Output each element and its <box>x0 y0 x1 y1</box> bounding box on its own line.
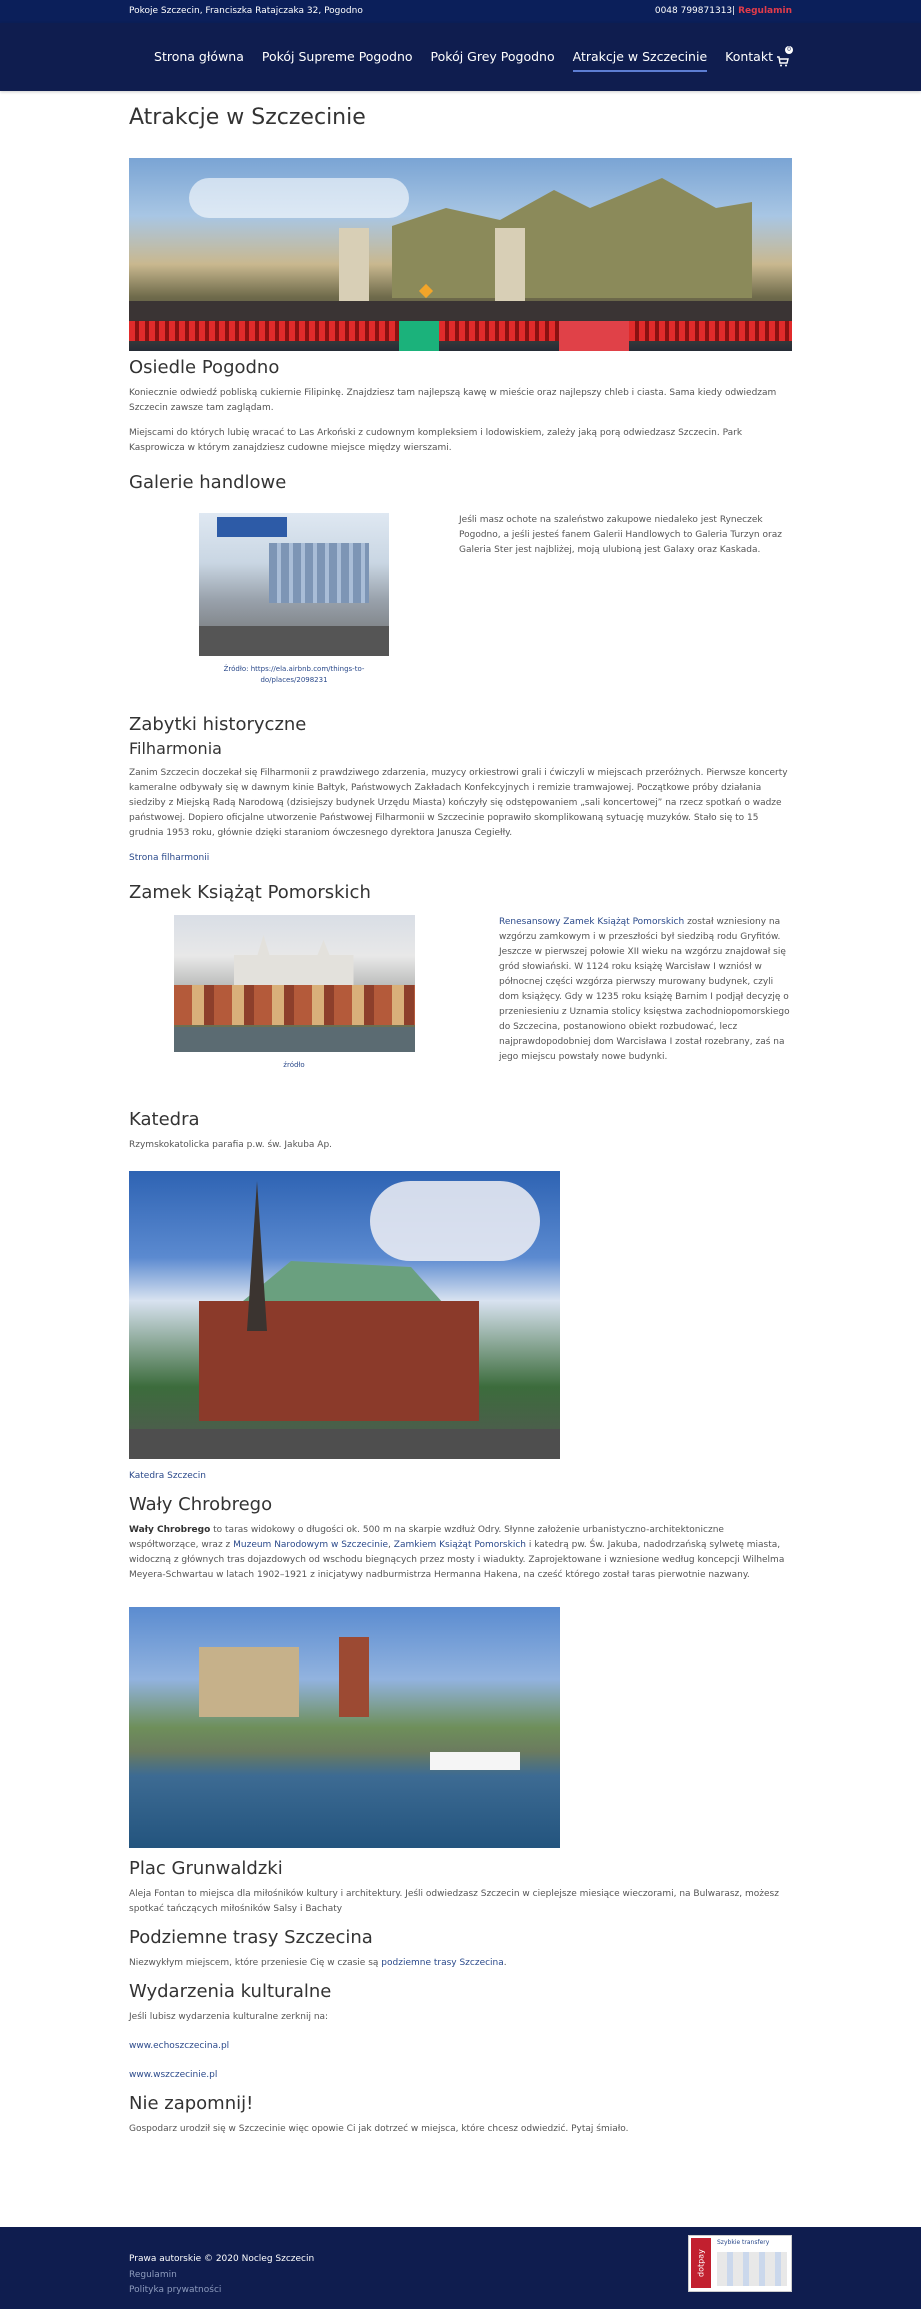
main-content <box>129 105 792 2137</box>
nav-item-supreme[interactable]: Pokój Supreme Pogodno <box>261 49 413 64</box>
pogodno-paragraph-2: Miejscami do których lubię wracać to Las Arkoński z cudownym kompleksiem i lodowiskiem, zależy jaką porą odwiedzasz Szczecin. Park Kasprowicza w którym zanajdziesz cudowne miejsce między wierszami. <box>129 428 743 453</box>
filharmonia-link[interactable]: Strona filharmonii <box>129 853 210 863</box>
zamek-link[interactable]: Renesansowy Zamek Książąt Pomorskich <box>499 917 685 927</box>
katedra-caption-link[interactable]: Katedra Szczecin <box>129 1471 206 1481</box>
katedra-text: Rzymskokatolicka parafia p.w. św. Jakuba Ap. <box>129 1140 333 1150</box>
section-title-katedra: Katedra <box>129 1109 200 1130</box>
section-title-galerie: Galerie handlowe <box>129 472 287 493</box>
section-title-podziemne: Podziemne trasy Szczecina <box>129 1927 373 1948</box>
contact-info <box>655 6 792 16</box>
phone-text: 0048 799871313 <box>654 6 733 16</box>
section-title-waly: Wały Chrobrego <box>129 1494 273 1515</box>
hero-image <box>129 158 792 351</box>
zamek-image-col <box>129 915 459 1075</box>
nie-text: Gospodarz urodził się w Szczecinie więc opowie Ci jak dotrzeć w miejsca, które chcesz odwiedzić. Pytaj śmiało. <box>129 2124 629 2134</box>
footer-privacy-link[interactable]: Polityka prywatności <box>129 2285 222 2295</box>
nav-item-grey[interactable]: Pokój Grey Pogodno <box>430 49 555 64</box>
waly-text: Wały Chrobrego to taras widokowy o długości ok. 500 m na skarpie wzdłuż Odry. Słynne założenie urbanistyczno-architektoniczne współtworzące, wraz z Muzeum Narodowym w Szczecinie, Zamkiem Książąt Pomorskich i katedrą pw. Św. Jakuba, nadodrzańską sylwetę miasta, widoczną z głównych tras dojazdowych od wschodu biegnących przez mosty i wiadukty. Zaprojektowane i wzniesione według koncepcji Wilhelma Meyera-Schwartau w latach 1902–1921 z inicjatywy nadburmistrza Hermanna Hakena, na cześć którego został taras pierwotnie nazwany. <box>129 1525 785 1580</box>
nav-item-attractions[interactable]: Atrakcje w Szczecinie <box>573 49 708 72</box>
zamek-row <box>129 915 792 1075</box>
echoszczecina-link[interactable]: www.echoszczecina.pl <box>129 2041 230 2051</box>
subsection-title-filharmonia: Filharmonia <box>129 739 222 758</box>
filharmonia-text: Zanim Szczecin doczekał się Filharmonii z prawdziwego zdarzenia, muzycy orkiestrowi grali i ćwiczyli w miejscach przeróżnych. Pierwsze koncerty kameralne odbywały się w dawnym kinie Bałtyk, Państwowych Zakładach Konfekcyjnych i remizie tramwajowej. Początkowe próby działania siedziby z Miejską Radą Narodową (dzisiejszy budynek Urzędu Miasta) kończyły się odstępowaniem „sali koncertowej” na rzecz spotkań o wadze państwowej. Dopiero oficjalne utworzenie Państwowej Filharmonii w Szczecinie poprawiło skomplikowaną sytuację muzyków. Stało się to 15 grudnia 1953 roku, głównie dzięki staraniom ówczesnego dyrektora Janusza Cegiełły. <box>129 768 788 838</box>
zamek-inline-link[interactable]: Zamkiem Książąt Pomorskich <box>393 1540 526 1550</box>
cart-count-badge: 0 <box>785 46 793 54</box>
galerie-text: Jeśli masz ochote na szaleństwo zakupowe niedaleko jest Ryneczek Pogodno, a jeśli jesteś fanem Galerii Handlowych to Galeria Turzyn oraz Galeria Ster jest najbliżej, moją ulubioną jest Galaxy oraz Kaskada. <box>459 515 782 555</box>
mall-caption[interactable]: Źródło: https://ela.airbnb.com/things-to-do/places/2098231 <box>223 665 365 684</box>
pogodno-paragraph-1: Koniecznie odwiedź pobliską cukiernie Filipinkę. Znajdziesz tam najlepszą kawę w mieście oraz najlepszy chleb i ciasta. Sama kiedy odwiedzam Szczecin zawsze tam zaglądam. <box>129 388 777 413</box>
section-title-pogodno: Osiedle Pogodno <box>129 357 280 378</box>
muzeum-link[interactable]: Muzeum Narodowym w Szczecinie <box>233 1540 389 1550</box>
address-text: Pokoje Szczecin, Franciszka Ratajczaka 32, Pogodno <box>129 6 363 16</box>
galerie-row <box>129 513 792 686</box>
top-bar <box>0 0 921 23</box>
zamek-text: Renesansowy Zamek Książąt Pomorskich został wzniesiony na wzgórzu zamkowym i w przeszłości był siedzibą rodu Gryfitów. Jeszcze w pierwszej połowie XII wieku na wzgórzu znajdował się gród słowiański. W 1124 roku książę Warcisław I wzniósł w północnej części wzgórza pierwszy murowany budynek, czyli dom książęcy. Gdy w 1235 roku książę Barnim I podjął decyzję o przeniesieniu z Uznamia stolicy księstwa zachodniopomorskiego do Szczecina, postanowiono obiekt rozbudować, lecz najprawdopodobniej dom Warcisława I został rozebrany, zaś na jego miejscu powstały nowe budynki. <box>499 917 790 1062</box>
payment-badge-title: Szybkie transfery <box>717 2239 770 2246</box>
section-title-zamek: Zamek Książąt Pomorskich <box>129 882 371 903</box>
section-title-zabytki: Zabytki historyczne <box>129 714 307 735</box>
plac-text: Aleja Fontan to miejsca dla miłośników kultury i architektury. Jeśli odwiedzasz Szczecin w cieplejsze miesiące wieczorami, na Bulwarasz, możesz spotkać tańczących miłośników Salsy i Bachaty <box>129 1889 779 1914</box>
main-nav <box>136 49 773 72</box>
footer-regulamin-link[interactable]: Regulamin <box>129 2270 177 2280</box>
wydarzenia-text: Jeśli lubisz wydarzenia kulturalne zerknij na: <box>129 2012 329 2022</box>
nav-item-home[interactable]: Strona główna <box>154 49 244 64</box>
podziemne-text: Niezwykłym miejscem, które przeniesie Cię w czasie są podziemne trasy Szczecina. <box>129 1958 507 1968</box>
wszczecinie-link[interactable]: www.wszczecinie.pl <box>129 2070 218 2080</box>
section-title-nie: Nie zapomnij! <box>129 2093 254 2114</box>
cathedral-image <box>129 1171 560 1459</box>
separator: | <box>732 6 736 16</box>
waly-image <box>129 1607 560 1848</box>
copyright-text: Prawa autorskie © 2020 Nocleg Szczecin <box>129 2254 315 2264</box>
section-title-wydarzenia: Wydarzenia kulturalne <box>129 1981 332 2002</box>
regulamin-link[interactable]: Regulamin <box>738 6 792 16</box>
site-header <box>0 23 921 91</box>
castle-image <box>174 915 415 1052</box>
nav-item-contact[interactable]: Kontakt <box>725 49 773 64</box>
mall-image <box>199 513 389 656</box>
site-footer <box>0 2227 921 2309</box>
zamek-text-col <box>459 915 792 1075</box>
podziemne-link[interactable]: podziemne trasy Szczecina <box>381 1958 504 1968</box>
section-title-plac: Plac Grunwaldzki <box>129 1858 283 1879</box>
payment-badge <box>688 2235 792 2292</box>
payment-logo: dotpay <box>691 2238 711 2288</box>
cart-icon[interactable] <box>777 46 791 63</box>
page-title: Atrakcje w Szczecinie <box>129 105 366 130</box>
galerie-text-col <box>459 513 792 686</box>
castle-caption[interactable]: źródło <box>283 1061 305 1069</box>
galerie-image-col <box>129 513 459 686</box>
